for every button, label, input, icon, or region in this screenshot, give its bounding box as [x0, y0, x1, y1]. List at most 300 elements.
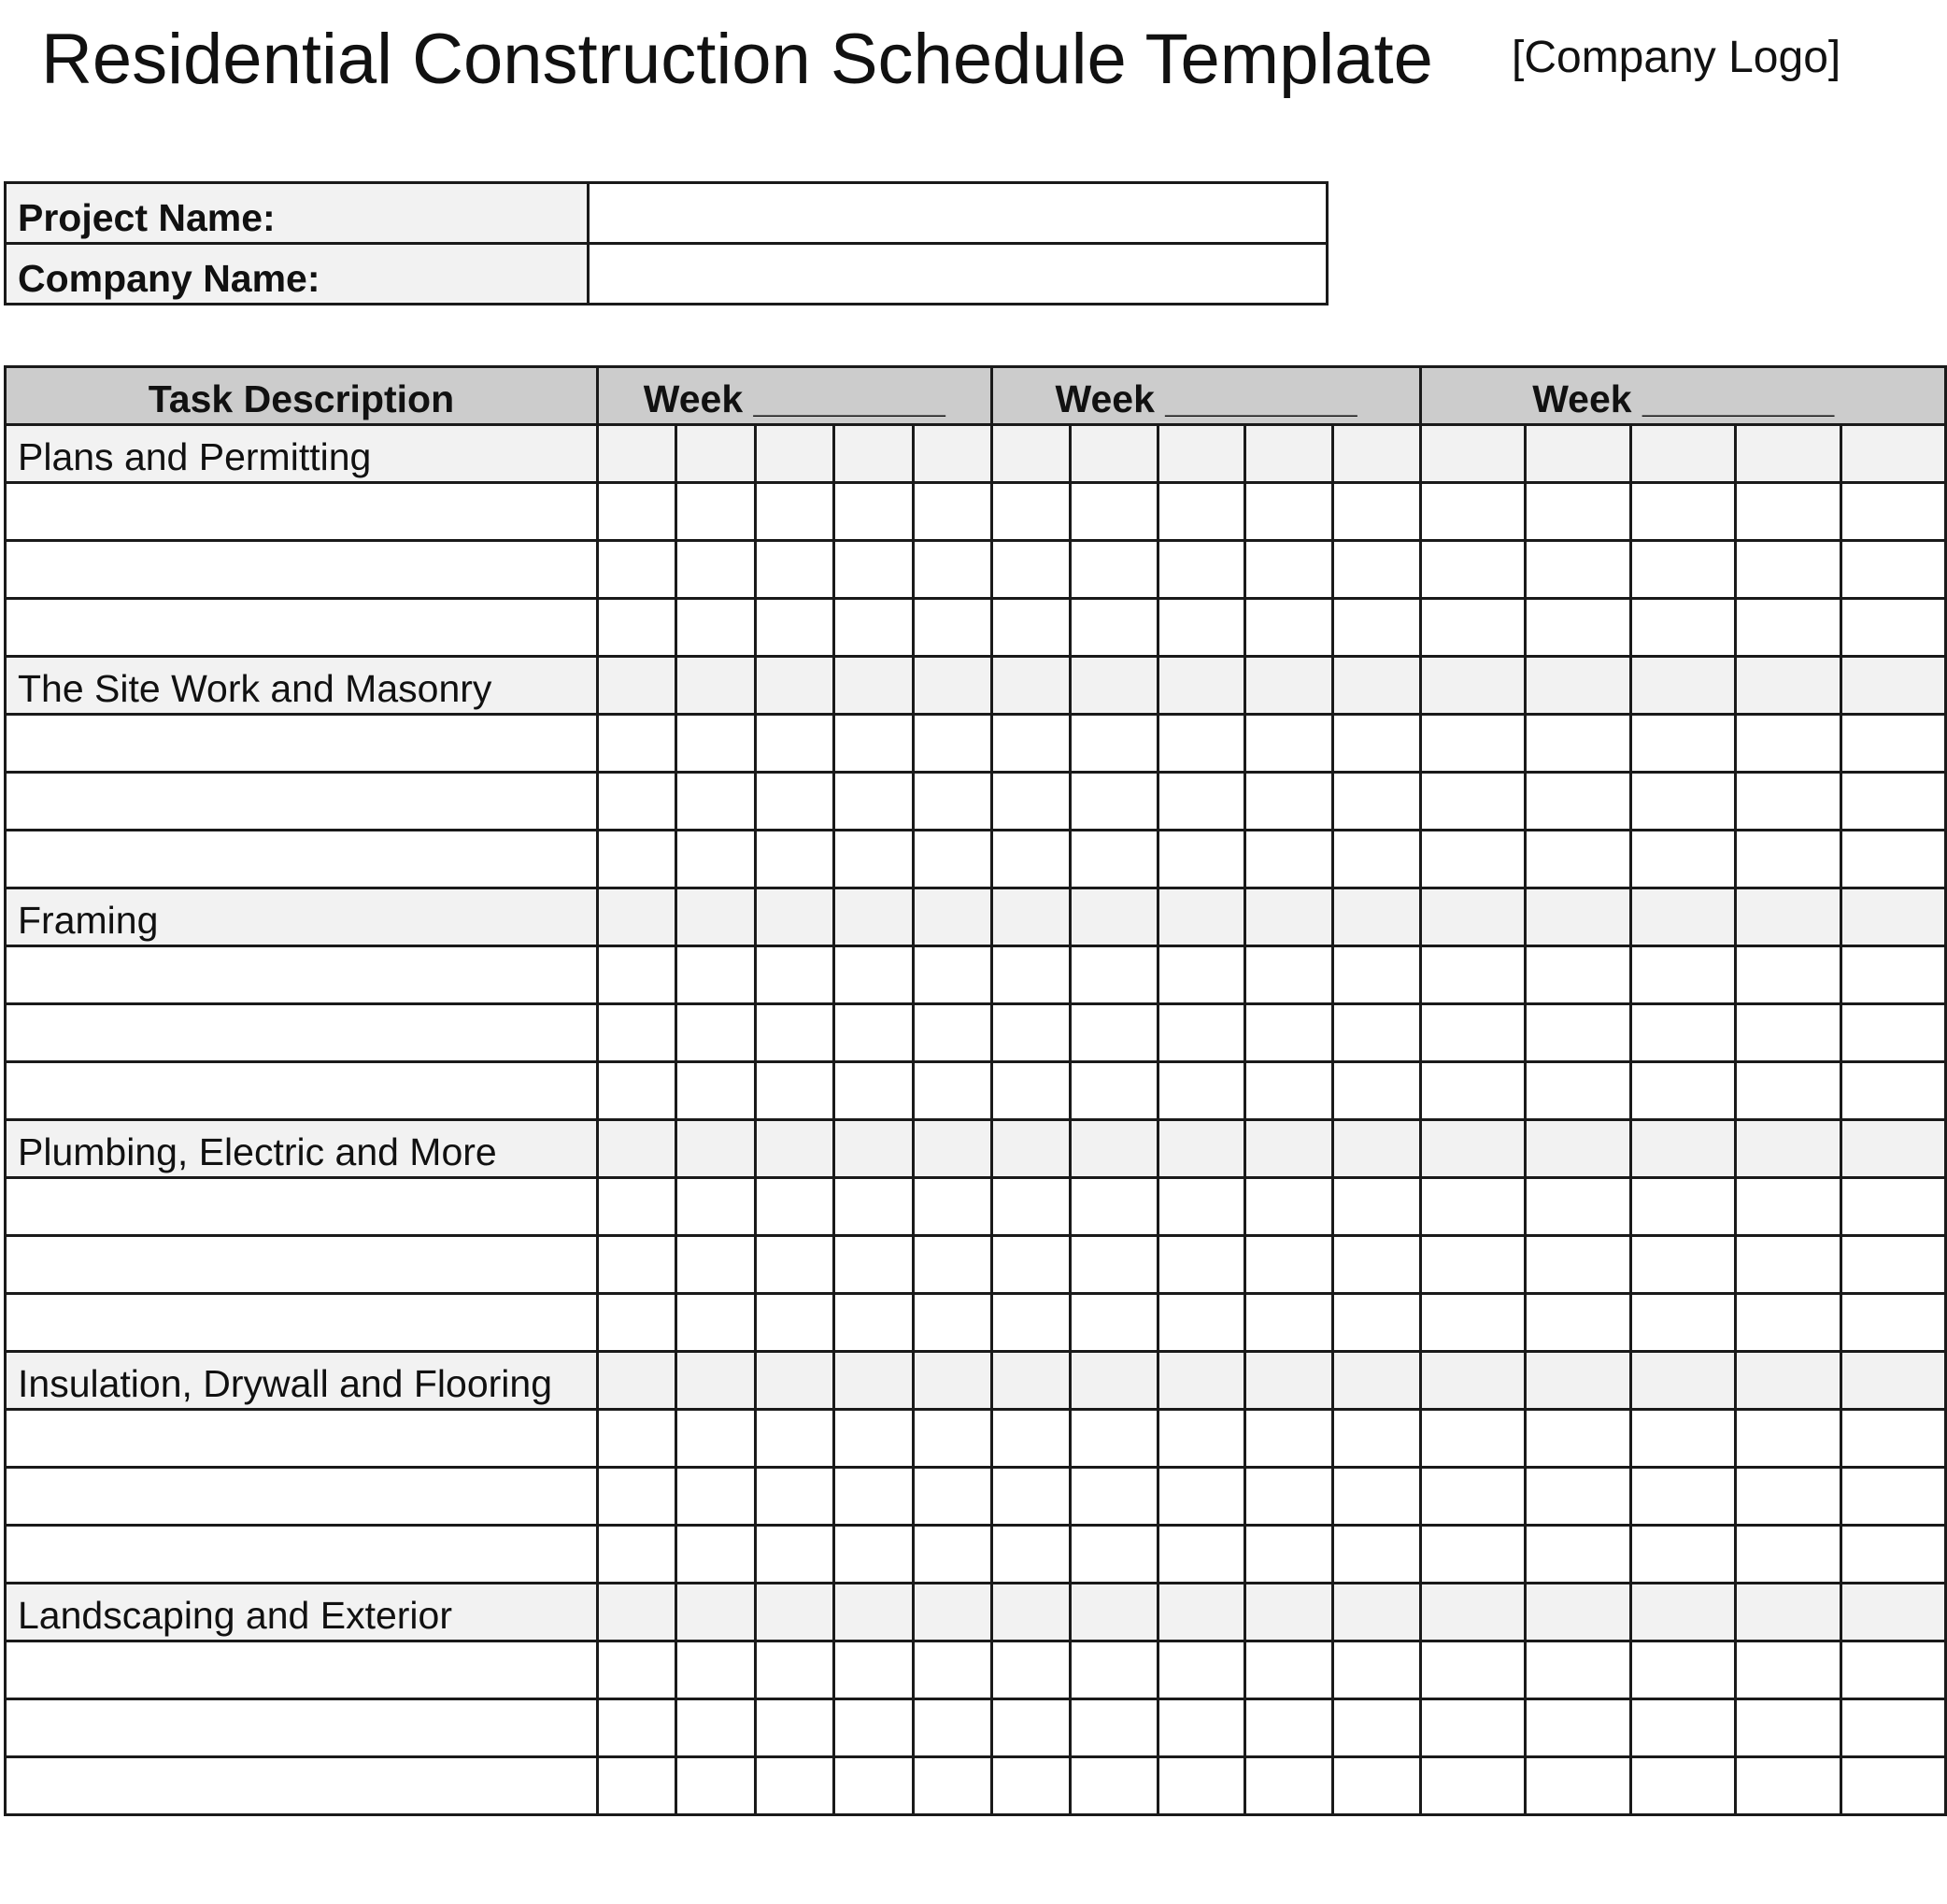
schedule-day-cell[interactable] [1245, 1699, 1333, 1757]
schedule-day-cell[interactable] [913, 599, 991, 657]
schedule-day-cell[interactable] [755, 1468, 833, 1526]
schedule-day-cell[interactable] [1070, 657, 1158, 715]
schedule-day-cell[interactable] [913, 1757, 991, 1815]
schedule-day-cell[interactable] [597, 831, 675, 888]
schedule-day-cell[interactable] [675, 1641, 755, 1699]
schedule-day-cell[interactable] [991, 1526, 1070, 1584]
schedule-day-cell[interactable] [1736, 831, 1841, 888]
schedule-day-cell[interactable] [913, 1004, 991, 1062]
task-description-cell[interactable] [6, 1468, 598, 1526]
schedule-day-cell[interactable] [991, 483, 1070, 541]
schedule-day-cell[interactable] [913, 1236, 991, 1294]
schedule-day-cell[interactable] [833, 1641, 913, 1699]
schedule-day-cell[interactable] [1333, 1352, 1421, 1410]
schedule-day-cell[interactable] [755, 1352, 833, 1410]
schedule-day-cell[interactable] [1421, 1584, 1526, 1641]
schedule-day-cell[interactable] [1526, 1468, 1631, 1526]
schedule-day-cell[interactable] [1421, 599, 1526, 657]
schedule-day-cell[interactable] [913, 1641, 991, 1699]
schedule-day-cell[interactable] [597, 1641, 675, 1699]
schedule-day-cell[interactable] [913, 1468, 991, 1526]
schedule-day-cell[interactable] [675, 599, 755, 657]
schedule-day-cell[interactable] [1245, 773, 1333, 831]
schedule-day-cell[interactable] [1421, 1120, 1526, 1178]
schedule-day-cell[interactable] [1840, 1004, 1945, 1062]
schedule-day-cell[interactable] [755, 657, 833, 715]
schedule-day-cell[interactable] [1840, 1468, 1945, 1526]
schedule-day-cell[interactable] [1840, 1641, 1945, 1699]
schedule-day-cell[interactable] [675, 888, 755, 946]
schedule-day-cell[interactable] [1840, 773, 1945, 831]
schedule-day-cell[interactable] [1245, 1584, 1333, 1641]
schedule-day-cell[interactable] [1736, 483, 1841, 541]
schedule-day-cell[interactable] [1245, 1641, 1333, 1699]
schedule-day-cell[interactable] [913, 1584, 991, 1641]
schedule-day-cell[interactable] [1526, 599, 1631, 657]
schedule-day-cell[interactable] [597, 1294, 675, 1352]
schedule-day-cell[interactable] [1631, 1120, 1736, 1178]
schedule-day-cell[interactable] [1840, 831, 1945, 888]
schedule-day-cell[interactable] [1158, 1584, 1245, 1641]
schedule-day-cell[interactable] [1526, 1352, 1631, 1410]
schedule-day-cell[interactable] [1736, 425, 1841, 483]
schedule-day-cell[interactable] [675, 773, 755, 831]
schedule-day-cell[interactable] [913, 1120, 991, 1178]
schedule-day-cell[interactable] [1070, 831, 1158, 888]
schedule-day-cell[interactable] [1736, 1236, 1841, 1294]
schedule-day-cell[interactable] [755, 1526, 833, 1584]
schedule-day-cell[interactable] [675, 1584, 755, 1641]
task-description-cell[interactable] [6, 541, 598, 599]
schedule-day-cell[interactable] [1631, 599, 1736, 657]
schedule-day-cell[interactable] [1245, 1178, 1333, 1236]
schedule-day-cell[interactable] [833, 599, 913, 657]
schedule-day-cell[interactable] [755, 1699, 833, 1757]
schedule-day-cell[interactable] [755, 888, 833, 946]
schedule-day-cell[interactable] [1526, 1004, 1631, 1062]
schedule-day-cell[interactable] [1840, 1526, 1945, 1584]
schedule-day-cell[interactable] [1333, 1236, 1421, 1294]
schedule-day-cell[interactable] [755, 1062, 833, 1120]
schedule-day-cell[interactable] [833, 425, 913, 483]
schedule-day-cell[interactable] [1631, 773, 1736, 831]
schedule-day-cell[interactable] [1421, 657, 1526, 715]
schedule-day-cell[interactable] [1631, 425, 1736, 483]
schedule-day-cell[interactable] [1070, 1468, 1158, 1526]
project-name-field[interactable] [589, 183, 1328, 244]
schedule-day-cell[interactable] [1421, 1062, 1526, 1120]
schedule-day-cell[interactable] [597, 715, 675, 773]
schedule-day-cell[interactable] [1333, 1641, 1421, 1699]
task-description-cell[interactable] [6, 1757, 598, 1815]
schedule-day-cell[interactable] [833, 1410, 913, 1468]
schedule-day-cell[interactable] [1158, 483, 1245, 541]
schedule-day-cell[interactable] [1070, 773, 1158, 831]
schedule-day-cell[interactable] [1070, 888, 1158, 946]
schedule-day-cell[interactable] [1333, 831, 1421, 888]
schedule-day-cell[interactable] [1631, 946, 1736, 1004]
schedule-day-cell[interactable] [1736, 1757, 1841, 1815]
schedule-day-cell[interactable] [675, 1526, 755, 1584]
schedule-day-cell[interactable] [755, 1410, 833, 1468]
schedule-day-cell[interactable] [1840, 1584, 1945, 1641]
schedule-day-cell[interactable] [991, 1120, 1070, 1178]
schedule-day-cell[interactable] [833, 888, 913, 946]
schedule-day-cell[interactable] [755, 425, 833, 483]
schedule-day-cell[interactable] [991, 831, 1070, 888]
schedule-day-cell[interactable] [991, 773, 1070, 831]
schedule-day-cell[interactable] [1158, 1352, 1245, 1410]
schedule-day-cell[interactable] [1840, 541, 1945, 599]
schedule-day-cell[interactable] [1245, 425, 1333, 483]
schedule-day-cell[interactable] [1840, 657, 1945, 715]
schedule-day-cell[interactable] [833, 773, 913, 831]
schedule-day-cell[interactable] [597, 1584, 675, 1641]
schedule-day-cell[interactable] [597, 425, 675, 483]
schedule-day-cell[interactable] [1840, 599, 1945, 657]
schedule-day-cell[interactable] [1333, 946, 1421, 1004]
schedule-day-cell[interactable] [597, 1410, 675, 1468]
schedule-day-cell[interactable] [1421, 1699, 1526, 1757]
schedule-day-cell[interactable] [833, 946, 913, 1004]
schedule-day-cell[interactable] [755, 1641, 833, 1699]
schedule-day-cell[interactable] [1631, 1352, 1736, 1410]
schedule-day-cell[interactable] [1840, 425, 1945, 483]
schedule-day-cell[interactable] [1631, 1410, 1736, 1468]
schedule-day-cell[interactable] [1421, 946, 1526, 1004]
schedule-day-cell[interactable] [755, 1120, 833, 1178]
schedule-day-cell[interactable] [991, 1178, 1070, 1236]
schedule-day-cell[interactable] [1245, 1410, 1333, 1468]
schedule-day-cell[interactable] [1736, 1004, 1841, 1062]
schedule-day-cell[interactable] [1421, 541, 1526, 599]
schedule-day-cell[interactable] [755, 1236, 833, 1294]
schedule-day-cell[interactable] [675, 1178, 755, 1236]
schedule-day-cell[interactable] [1526, 773, 1631, 831]
schedule-day-cell[interactable] [991, 1410, 1070, 1468]
schedule-day-cell[interactable] [1421, 1641, 1526, 1699]
schedule-day-cell[interactable] [991, 1757, 1070, 1815]
schedule-day-cell[interactable] [597, 946, 675, 1004]
task-description-cell[interactable] [6, 1178, 598, 1236]
schedule-day-cell[interactable] [1158, 541, 1245, 599]
schedule-day-cell[interactable] [1631, 541, 1736, 599]
schedule-day-cell[interactable] [755, 1004, 833, 1062]
schedule-day-cell[interactable] [675, 1236, 755, 1294]
schedule-day-cell[interactable] [1840, 1352, 1945, 1410]
schedule-day-cell[interactable] [833, 483, 913, 541]
schedule-day-cell[interactable] [1070, 1757, 1158, 1815]
schedule-day-cell[interactable] [833, 831, 913, 888]
schedule-day-cell[interactable] [1421, 1352, 1526, 1410]
schedule-day-cell[interactable] [991, 888, 1070, 946]
schedule-day-cell[interactable] [1526, 831, 1631, 888]
schedule-day-cell[interactable] [1245, 1757, 1333, 1815]
schedule-day-cell[interactable] [1070, 599, 1158, 657]
schedule-day-cell[interactable] [1736, 1294, 1841, 1352]
schedule-day-cell[interactable] [991, 1468, 1070, 1526]
schedule-day-cell[interactable] [1070, 1584, 1158, 1641]
schedule-day-cell[interactable] [1631, 1178, 1736, 1236]
schedule-day-cell[interactable] [1421, 1294, 1526, 1352]
schedule-day-cell[interactable] [1158, 831, 1245, 888]
schedule-day-cell[interactable] [1158, 1120, 1245, 1178]
schedule-day-cell[interactable] [1333, 888, 1421, 946]
schedule-day-cell[interactable] [1333, 483, 1421, 541]
schedule-day-cell[interactable] [1245, 888, 1333, 946]
schedule-day-cell[interactable] [1631, 1584, 1736, 1641]
schedule-day-cell[interactable] [1526, 1526, 1631, 1584]
schedule-day-cell[interactable] [1631, 888, 1736, 946]
schedule-day-cell[interactable] [675, 1062, 755, 1120]
task-description-cell[interactable] [6, 1526, 598, 1584]
schedule-day-cell[interactable] [913, 946, 991, 1004]
schedule-day-cell[interactable] [1526, 1294, 1631, 1352]
schedule-day-cell[interactable] [1526, 1120, 1631, 1178]
schedule-day-cell[interactable] [1631, 715, 1736, 773]
schedule-day-cell[interactable] [675, 715, 755, 773]
schedule-day-cell[interactable] [1070, 1526, 1158, 1584]
schedule-day-cell[interactable] [1070, 1004, 1158, 1062]
schedule-day-cell[interactable] [1526, 541, 1631, 599]
schedule-day-cell[interactable] [1158, 1236, 1245, 1294]
schedule-day-cell[interactable] [1526, 946, 1631, 1004]
schedule-day-cell[interactable] [1333, 1062, 1421, 1120]
schedule-day-cell[interactable] [1158, 1641, 1245, 1699]
schedule-day-cell[interactable] [1333, 1526, 1421, 1584]
task-description-cell[interactable] [6, 1641, 598, 1699]
schedule-day-cell[interactable] [1631, 1526, 1736, 1584]
task-description-cell[interactable] [6, 1004, 598, 1062]
schedule-day-cell[interactable] [1333, 1757, 1421, 1815]
schedule-day-cell[interactable] [1421, 1178, 1526, 1236]
schedule-day-cell[interactable] [991, 541, 1070, 599]
schedule-day-cell[interactable] [597, 773, 675, 831]
schedule-day-cell[interactable] [1736, 1641, 1841, 1699]
schedule-day-cell[interactable] [755, 1584, 833, 1641]
schedule-day-cell[interactable] [1070, 1410, 1158, 1468]
schedule-day-cell[interactable] [1333, 1410, 1421, 1468]
schedule-day-cell[interactable] [1526, 1757, 1631, 1815]
schedule-day-cell[interactable] [675, 831, 755, 888]
schedule-day-cell[interactable] [597, 1352, 675, 1410]
schedule-day-cell[interactable] [1333, 599, 1421, 657]
schedule-day-cell[interactable] [913, 1526, 991, 1584]
task-description-cell[interactable] [6, 1410, 598, 1468]
schedule-day-cell[interactable] [1158, 1178, 1245, 1236]
schedule-day-cell[interactable] [1421, 1004, 1526, 1062]
schedule-day-cell[interactable] [833, 1584, 913, 1641]
schedule-day-cell[interactable] [1736, 1120, 1841, 1178]
schedule-day-cell[interactable] [1736, 773, 1841, 831]
schedule-day-cell[interactable] [1736, 1062, 1841, 1120]
schedule-day-cell[interactable] [1245, 483, 1333, 541]
schedule-day-cell[interactable] [1333, 1699, 1421, 1757]
schedule-day-cell[interactable] [1631, 831, 1736, 888]
schedule-day-cell[interactable] [1245, 715, 1333, 773]
schedule-day-cell[interactable] [913, 1410, 991, 1468]
schedule-day-cell[interactable] [1245, 1062, 1333, 1120]
schedule-day-cell[interactable] [755, 831, 833, 888]
schedule-day-cell[interactable] [1840, 1757, 1945, 1815]
schedule-day-cell[interactable] [675, 1004, 755, 1062]
schedule-day-cell[interactable] [1736, 1526, 1841, 1584]
schedule-day-cell[interactable] [1526, 425, 1631, 483]
schedule-day-cell[interactable] [833, 1120, 913, 1178]
schedule-day-cell[interactable] [675, 541, 755, 599]
schedule-day-cell[interactable] [1158, 1294, 1245, 1352]
schedule-day-cell[interactable] [675, 1757, 755, 1815]
task-description-cell[interactable] [6, 715, 598, 773]
schedule-day-cell[interactable] [1526, 1584, 1631, 1641]
schedule-day-cell[interactable] [1631, 483, 1736, 541]
schedule-day-cell[interactable] [1631, 1062, 1736, 1120]
schedule-day-cell[interactable] [913, 831, 991, 888]
schedule-day-cell[interactable] [833, 1526, 913, 1584]
schedule-day-cell[interactable] [1736, 946, 1841, 1004]
schedule-day-cell[interactable] [1158, 888, 1245, 946]
schedule-day-cell[interactable] [1526, 1410, 1631, 1468]
schedule-day-cell[interactable] [833, 1352, 913, 1410]
schedule-day-cell[interactable] [1840, 1294, 1945, 1352]
schedule-day-cell[interactable] [1526, 483, 1631, 541]
schedule-day-cell[interactable] [913, 1062, 991, 1120]
schedule-day-cell[interactable] [1158, 425, 1245, 483]
schedule-day-cell[interactable] [1070, 715, 1158, 773]
schedule-day-cell[interactable] [991, 715, 1070, 773]
schedule-day-cell[interactable] [1631, 657, 1736, 715]
schedule-day-cell[interactable] [597, 1699, 675, 1757]
schedule-day-cell[interactable] [913, 657, 991, 715]
schedule-day-cell[interactable] [1421, 715, 1526, 773]
schedule-day-cell[interactable] [1158, 946, 1245, 1004]
schedule-day-cell[interactable] [991, 1294, 1070, 1352]
schedule-day-cell[interactable] [1158, 657, 1245, 715]
schedule-day-cell[interactable] [1421, 425, 1526, 483]
schedule-day-cell[interactable] [991, 425, 1070, 483]
schedule-day-cell[interactable] [597, 888, 675, 946]
schedule-day-cell[interactable] [1840, 1062, 1945, 1120]
schedule-day-cell[interactable] [755, 599, 833, 657]
schedule-day-cell[interactable] [833, 1699, 913, 1757]
schedule-day-cell[interactable] [1526, 1641, 1631, 1699]
schedule-day-cell[interactable] [1840, 1699, 1945, 1757]
schedule-day-cell[interactable] [1840, 1236, 1945, 1294]
schedule-day-cell[interactable] [1631, 1699, 1736, 1757]
schedule-day-cell[interactable] [1840, 946, 1945, 1004]
schedule-day-cell[interactable] [597, 1062, 675, 1120]
schedule-day-cell[interactable] [1421, 1468, 1526, 1526]
schedule-day-cell[interactable] [1158, 1062, 1245, 1120]
schedule-day-cell[interactable] [1245, 1120, 1333, 1178]
schedule-day-cell[interactable] [675, 483, 755, 541]
schedule-day-cell[interactable] [1333, 425, 1421, 483]
schedule-day-cell[interactable] [1333, 541, 1421, 599]
task-description-cell[interactable] [6, 483, 598, 541]
schedule-day-cell[interactable] [1840, 483, 1945, 541]
schedule-day-cell[interactable] [597, 541, 675, 599]
schedule-day-cell[interactable] [833, 1062, 913, 1120]
schedule-day-cell[interactable] [1245, 1468, 1333, 1526]
schedule-day-cell[interactable] [675, 1410, 755, 1468]
schedule-day-cell[interactable] [1736, 1699, 1841, 1757]
schedule-day-cell[interactable] [755, 483, 833, 541]
schedule-day-cell[interactable] [755, 1178, 833, 1236]
schedule-day-cell[interactable] [755, 1757, 833, 1815]
schedule-day-cell[interactable] [675, 946, 755, 1004]
schedule-day-cell[interactable] [675, 1699, 755, 1757]
schedule-day-cell[interactable] [1526, 1062, 1631, 1120]
schedule-day-cell[interactable] [1158, 715, 1245, 773]
schedule-day-cell[interactable] [1158, 599, 1245, 657]
schedule-day-cell[interactable] [1421, 1526, 1526, 1584]
schedule-day-cell[interactable] [833, 1004, 913, 1062]
schedule-day-cell[interactable] [913, 541, 991, 599]
schedule-day-cell[interactable] [991, 599, 1070, 657]
schedule-day-cell[interactable] [913, 773, 991, 831]
schedule-day-cell[interactable] [1736, 888, 1841, 946]
schedule-day-cell[interactable] [597, 1526, 675, 1584]
schedule-day-cell[interactable] [597, 483, 675, 541]
schedule-day-cell[interactable] [1245, 1352, 1333, 1410]
schedule-day-cell[interactable] [1245, 541, 1333, 599]
schedule-day-cell[interactable] [1158, 1468, 1245, 1526]
schedule-day-cell[interactable] [913, 1294, 991, 1352]
schedule-day-cell[interactable] [1333, 773, 1421, 831]
schedule-day-cell[interactable] [597, 1004, 675, 1062]
schedule-day-cell[interactable] [1526, 1699, 1631, 1757]
schedule-day-cell[interactable] [991, 1004, 1070, 1062]
schedule-day-cell[interactable] [597, 1236, 675, 1294]
schedule-day-cell[interactable] [1631, 1294, 1736, 1352]
schedule-day-cell[interactable] [1736, 1468, 1841, 1526]
schedule-day-cell[interactable] [1526, 888, 1631, 946]
schedule-day-cell[interactable] [913, 888, 991, 946]
schedule-day-cell[interactable] [597, 1757, 675, 1815]
schedule-day-cell[interactable] [991, 1641, 1070, 1699]
schedule-day-cell[interactable] [1840, 1178, 1945, 1236]
schedule-day-cell[interactable] [913, 1352, 991, 1410]
schedule-day-cell[interactable] [1631, 1236, 1736, 1294]
schedule-day-cell[interactable] [755, 1294, 833, 1352]
schedule-day-cell[interactable] [597, 1120, 675, 1178]
schedule-day-cell[interactable] [1070, 1352, 1158, 1410]
schedule-day-cell[interactable] [1158, 1699, 1245, 1757]
schedule-day-cell[interactable] [913, 1178, 991, 1236]
schedule-day-cell[interactable] [1070, 1294, 1158, 1352]
schedule-day-cell[interactable] [1333, 1178, 1421, 1236]
task-description-cell[interactable] [6, 599, 598, 657]
schedule-day-cell[interactable] [991, 657, 1070, 715]
schedule-day-cell[interactable] [1736, 1410, 1841, 1468]
schedule-day-cell[interactable] [833, 1236, 913, 1294]
schedule-day-cell[interactable] [755, 946, 833, 1004]
schedule-day-cell[interactable] [1245, 831, 1333, 888]
schedule-day-cell[interactable] [1421, 888, 1526, 946]
schedule-day-cell[interactable] [1526, 1178, 1631, 1236]
schedule-day-cell[interactable] [597, 657, 675, 715]
schedule-day-cell[interactable] [1070, 1641, 1158, 1699]
schedule-day-cell[interactable] [1526, 657, 1631, 715]
schedule-day-cell[interactable] [675, 657, 755, 715]
schedule-day-cell[interactable] [913, 715, 991, 773]
schedule-day-cell[interactable] [1333, 1584, 1421, 1641]
schedule-day-cell[interactable] [1070, 1699, 1158, 1757]
schedule-day-cell[interactable] [1631, 1468, 1736, 1526]
schedule-day-cell[interactable] [1333, 715, 1421, 773]
schedule-day-cell[interactable] [991, 1699, 1070, 1757]
schedule-day-cell[interactable] [1333, 1004, 1421, 1062]
